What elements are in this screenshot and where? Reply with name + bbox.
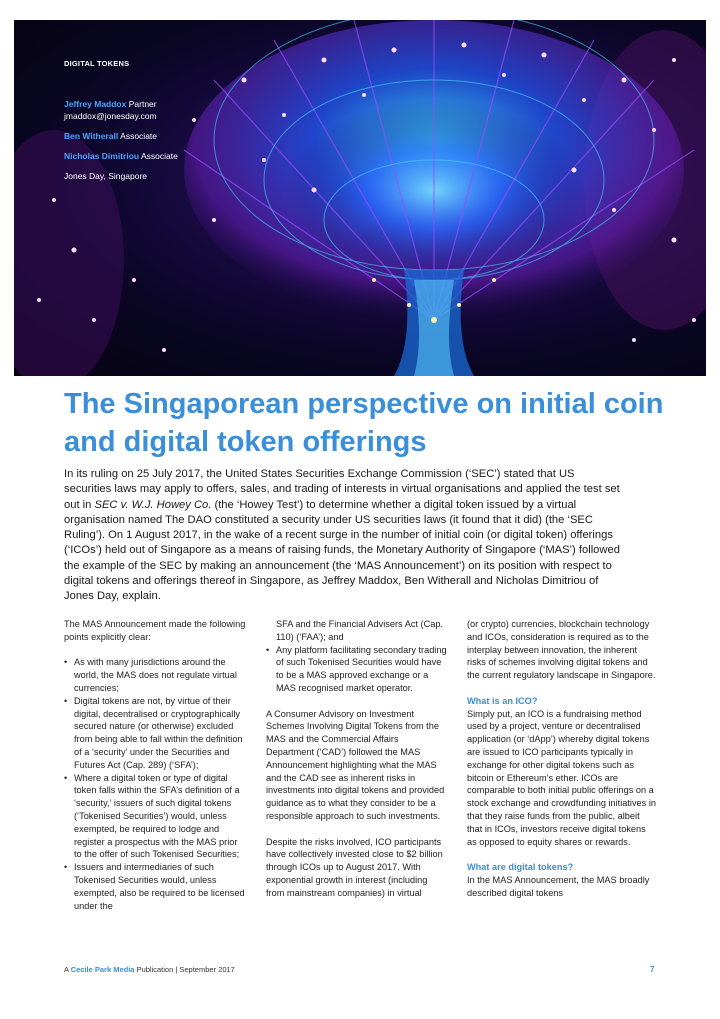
list-item-continued: SFA and the Financial Advisers Act (Cap. 110) (‘FAA’); and (276, 619, 443, 642)
author-email[interactable]: jmaddox@jonesday.com (64, 111, 157, 121)
list-item: • Where a digital token or type of digital token falls within the SFA’s definition of a ‘security,’ issuers of such digital tokens (‘Tokenised Securities’) would, unless exempted, be required to lodge and register a prospectus with the MAS prior to the offer of such Tokenised Securities; (64, 772, 246, 862)
list-item: • Issuers and intermediaries of such Tokenised Securities would, unless exempted, also be required to be licensed under the (64, 861, 246, 912)
subheading: What are digital tokens? (467, 862, 574, 873)
page-number: 7 (650, 965, 655, 974)
article-title: The Singaporean perspective on initial coin and digital token offerings (64, 388, 664, 458)
author-line (64, 130, 178, 142)
paragraph: (or crypto) currencies, blockchain technology and ICOs, consideration is required as to the interplay between innovation, the inherent risks of schemes involving digital tokens and the current regulatory landscape in Singapore. (467, 619, 656, 681)
paragraph: A Consumer Advisory on Investment Schemes Involving Digital Tokens from the MAS and the Commercial Affairs Department (‘CAD’) followed the MAS Announcement highlighting what the MAS and the CAD see as inherent risks in investments into digital tokens and provided guidance as to what they consider to be a responsible approach to such investments. (266, 708, 445, 821)
case-name: SEC v. W.J. Howey Co. (94, 498, 212, 511)
body-column-3 (467, 618, 657, 912)
section-tag: DIGITAL TOKENS (64, 59, 130, 68)
intro-text: In its ruling on 25 July 2017, the United States Securities Exchange Commission (‘SEC’) stated that US securities laws may apply to offers, sales, and trading of interests in virtual organisations and applied the test set out in (64, 468, 620, 511)
bullet-list (266, 618, 448, 695)
list-item: • Digital tokens are not, by virtue of their digital, decentralised or cryptographically secured nature (or otherwise) excluded from being able to fall within the definition of a ‘security’ under the Securities and Futures Act (Cap. 289) (‘SFA’); (64, 695, 246, 772)
page-footer (64, 965, 235, 974)
author-name: Nicholas Dimitriou (64, 151, 140, 161)
author-line (64, 98, 178, 110)
author-name: Ben Witherall (64, 131, 119, 141)
paragraph: Despite the risks involved, ICO participants have collectively invested close to $2 billion through ICOs up to August 2017. With exponential growth in interest (including from mainstream companies) in virtual (266, 836, 443, 898)
author-line (64, 150, 178, 162)
footer-prefix: A (64, 965, 71, 974)
author-role: Associate (120, 131, 158, 141)
intro-text: (the ‘Howey Test’) to determine whether a digital token issued by a virtual organisation named The DAO constituted a security under US securities laws (it found that it did) (the ‘SEC Ruling’). On 1 August 2017, in the wake of a recent surge in the number of initial coin (or digital token) offerings (‘ICOs’) held out of Singapore as a means of raising funds, the Monetary Authority of Singapore (‘MAS’) followed the example of the SEC by making an announcement (the ‘MAS Announcement’) on its position with respect to digital tokens and offerings thereof in Singapore, as Jeffrey Maddox, Ben Witherall and Nicholas Dimitriou of Jones Day, explain. (64, 498, 620, 603)
hero-image (14, 20, 706, 376)
author-role: Partner (128, 99, 157, 109)
author-role: Associate (141, 151, 178, 161)
list-item: • Any platform facilitating secondary trading of such Tokenised Securities would have to be a MAS approved exchange or a MAS recognised market operator. (266, 644, 448, 695)
list-item: • As with many jurisdictions around the world, the MAS does not regulate virtual currencies; (64, 656, 246, 694)
paragraph: The MAS Announcement made the following points explicitly clear: (64, 619, 246, 642)
bullet-list (64, 656, 246, 912)
subheading: What is an ICO? (467, 695, 538, 706)
footer-suffix: Publication | September 2017 (134, 965, 235, 974)
paragraph: In the MAS Announcement, the MAS broadly described digital tokens (467, 874, 650, 898)
body-column-2 (266, 618, 448, 912)
body-column-1 (64, 618, 246, 912)
paragraph: Simply put, an ICO is a fundraising method used by a project, venture or decentralised application (or ‘dApp’) whereby digital tokens are issued to ICO participants typically in exchange for other digital tokens such as bitcoin or Ethereum’s ether. ICOs are comparable to both initial public offerings on a stock exchange and crowdfunding initiatives in that they raise funds from the public, albeit that in ICOs, investors receive digital tokens as opposed to equity shares or rewards. (467, 708, 656, 847)
article-intro (64, 467, 624, 605)
author-affiliation: Jones Day, Singapore (64, 171, 148, 181)
author-name: Jeffrey Maddox (64, 99, 127, 109)
byline-block (64, 58, 178, 182)
publisher-brand: Cecile Park Media (70, 965, 135, 974)
